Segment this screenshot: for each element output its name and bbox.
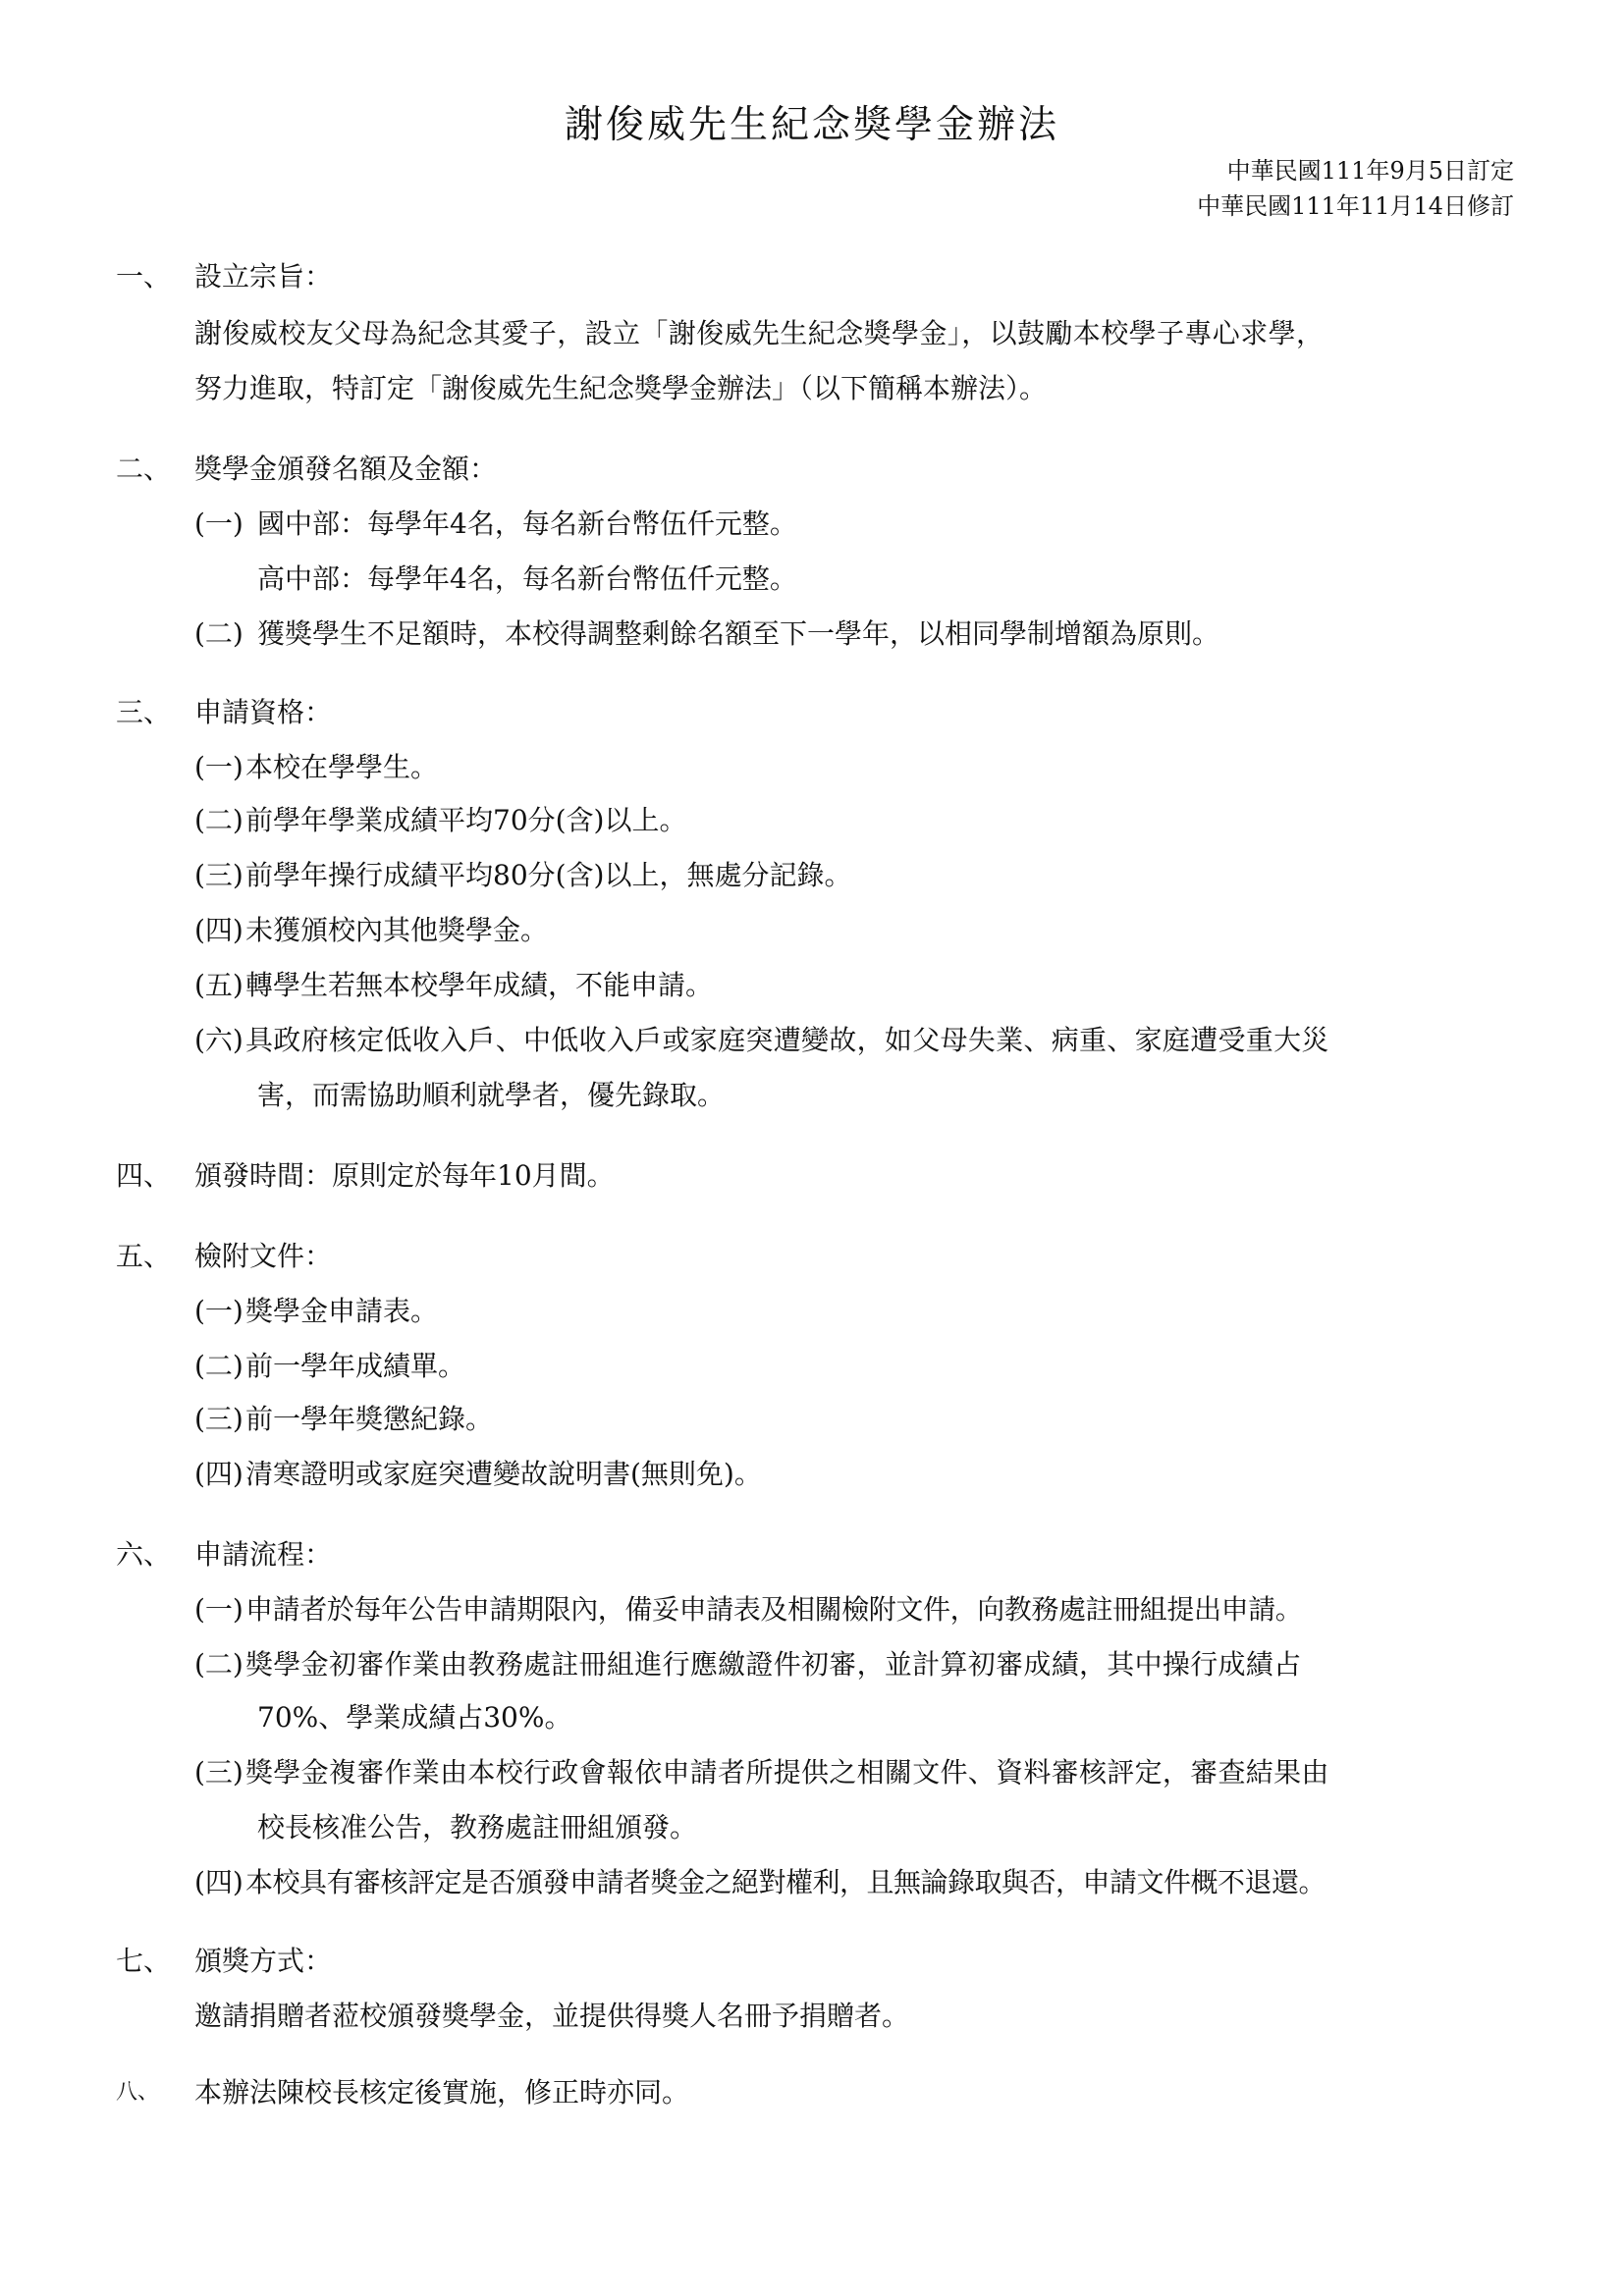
section-6-item-2-number: (二) xyxy=(194,1648,244,1681)
section-5-item-2-number: (二) xyxy=(194,1350,244,1382)
section-4-number: 四、 xyxy=(116,1159,172,1192)
section-2-item-1-number: (一) xyxy=(194,507,244,540)
section-1-paragraph-line-2: 努力進取，特訂定「謝俊威先生紀念獎學金辦法」（以下簡稱本辦法）。 xyxy=(194,372,1048,404)
section-5-item-2-text: 前一學年成績單。 xyxy=(245,1350,466,1382)
section-3-item-4-number: (四) xyxy=(194,914,244,946)
section-5-item-1-number: (一) xyxy=(194,1295,244,1327)
section-3-item-4-text: 未獲頒校內其他獎學金。 xyxy=(245,914,549,946)
section-8-title: 本辦法陳校長核定後實施，修正時亦同。 xyxy=(194,2076,690,2109)
section-1-paragraph-line-1: 謝俊威校友父母為紀念其愛子，設立「謝俊威先生紀念獎學金」，以鼓勵本校學子專心求學， xyxy=(194,317,1325,349)
section-3-item-6-continuation: 害，而需協助順利就學者，優先錄取。 xyxy=(257,1079,726,1111)
section-2-item-2-text: 獲獎學生不足額時，本校得調整剩餘名額至下一學年，以相同學制增額為原則。 xyxy=(257,617,1220,650)
section-4-title: 頒發時間：原則定於每年10月間。 xyxy=(194,1159,615,1192)
section-7-title: 頒獎方式： xyxy=(194,1945,333,1977)
section-3-item-5-text: 轉學生若無本校學年成績，不能申請。 xyxy=(245,969,714,1001)
section-2-item-1-senior: 高中部：每學年4名，每名新台幣伍仟元整。 xyxy=(257,562,797,595)
section-6-item-3-number: (三) xyxy=(194,1756,244,1789)
section-7-number: 七、 xyxy=(116,1945,172,1977)
section-3-item-2-number: (二) xyxy=(194,804,244,836)
section-7-paragraph: 邀請捐贈者蒞校頒發獎學金，並提供得獎人名冊予捐贈者。 xyxy=(194,2000,910,2032)
section-5-number: 五、 xyxy=(116,1240,172,1272)
section-3-item-2-text: 前學年學業成績平均70分(含)以上。 xyxy=(245,804,687,836)
section-2-item-2-number: (二) xyxy=(194,617,244,650)
section-5-item-1-text: 獎學金申請表。 xyxy=(245,1295,439,1327)
section-3-item-6-number: (六) xyxy=(194,1024,244,1056)
section-3-item-1-text: 本校在學學生。 xyxy=(245,751,439,783)
section-1-title: 設立宗旨： xyxy=(194,260,333,293)
section-5-item-4-number: (四) xyxy=(194,1458,244,1490)
section-5-item-4-text: 清寒證明或家庭突遭變故說明書(無則免)。 xyxy=(245,1458,762,1490)
section-6-item-2-continuation: 70%、學業成績占30%。 xyxy=(257,1701,572,1734)
section-6-item-1-text: 申請者於每年公告申請期限內，備妥申請表及相關檢附文件，向教務處註冊組提出申請。 xyxy=(245,1593,1303,1626)
section-5-item-3-number: (三) xyxy=(194,1403,244,1435)
section-6-item-4-number: (四) xyxy=(194,1866,244,1898)
section-3-number: 三、 xyxy=(116,696,172,728)
section-6-item-3-continuation: 校長核准公告，教務處註冊組頒發。 xyxy=(257,1811,698,1843)
section-5-title: 檢附文件： xyxy=(194,1240,333,1272)
section-3-item-3-number: (三) xyxy=(194,859,244,891)
section-6-item-4-text: 本校具有審核評定是否頒發申請者獎金之絕對權利，且無論錄取與否，申請文件概不退還。 xyxy=(245,1866,1326,1898)
section-6-number: 六、 xyxy=(116,1538,172,1571)
section-5-item-3-text: 前一學年獎懲紀錄。 xyxy=(245,1403,494,1435)
section-6-item-1-number: (一) xyxy=(194,1593,244,1626)
section-6-title: 申請流程： xyxy=(194,1538,333,1571)
section-8-number: 八、 xyxy=(116,2080,160,2105)
document-title: 謝俊威先生紀念獎學金辦法 xyxy=(564,103,1059,147)
section-3-item-6-text: 具政府核定低收入戶、中低收入戶或家庭突遭變故，如父母失業、病重、家庭遭受重大災 xyxy=(245,1024,1329,1056)
revision-dates xyxy=(1197,153,1514,224)
section-6-item-2-text: 獎學金初審作業由教務處註冊組進行應繳證件初審，並計算初審成績，其中操行成績占 xyxy=(245,1648,1302,1681)
section-3-item-5-number: (五) xyxy=(194,969,244,1001)
section-1-number: 一、 xyxy=(116,260,172,293)
section-6-item-3-text: 獎學金複審作業由本校行政會報依申請者所提供之相關文件、資料審核評定，審查結果由 xyxy=(245,1756,1329,1789)
section-2-item-1-junior: 國中部：每學年4名，每名新台幣伍仟元整。 xyxy=(257,507,797,540)
enacted-date: 中華民國111年9月5日訂定 xyxy=(1226,157,1514,185)
section-2-title: 獎學金頒發名額及金額： xyxy=(194,453,498,485)
section-3-item-3-text: 前學年操行成績平均80分(含)以上，無處分記錄。 xyxy=(245,859,852,891)
revised-date: 中華民國111年11月14日修訂 xyxy=(1197,192,1514,220)
section-3-title: 申請資格： xyxy=(194,696,333,728)
section-2-number: 二、 xyxy=(116,453,172,485)
section-3-item-1-number: (一) xyxy=(194,751,244,783)
